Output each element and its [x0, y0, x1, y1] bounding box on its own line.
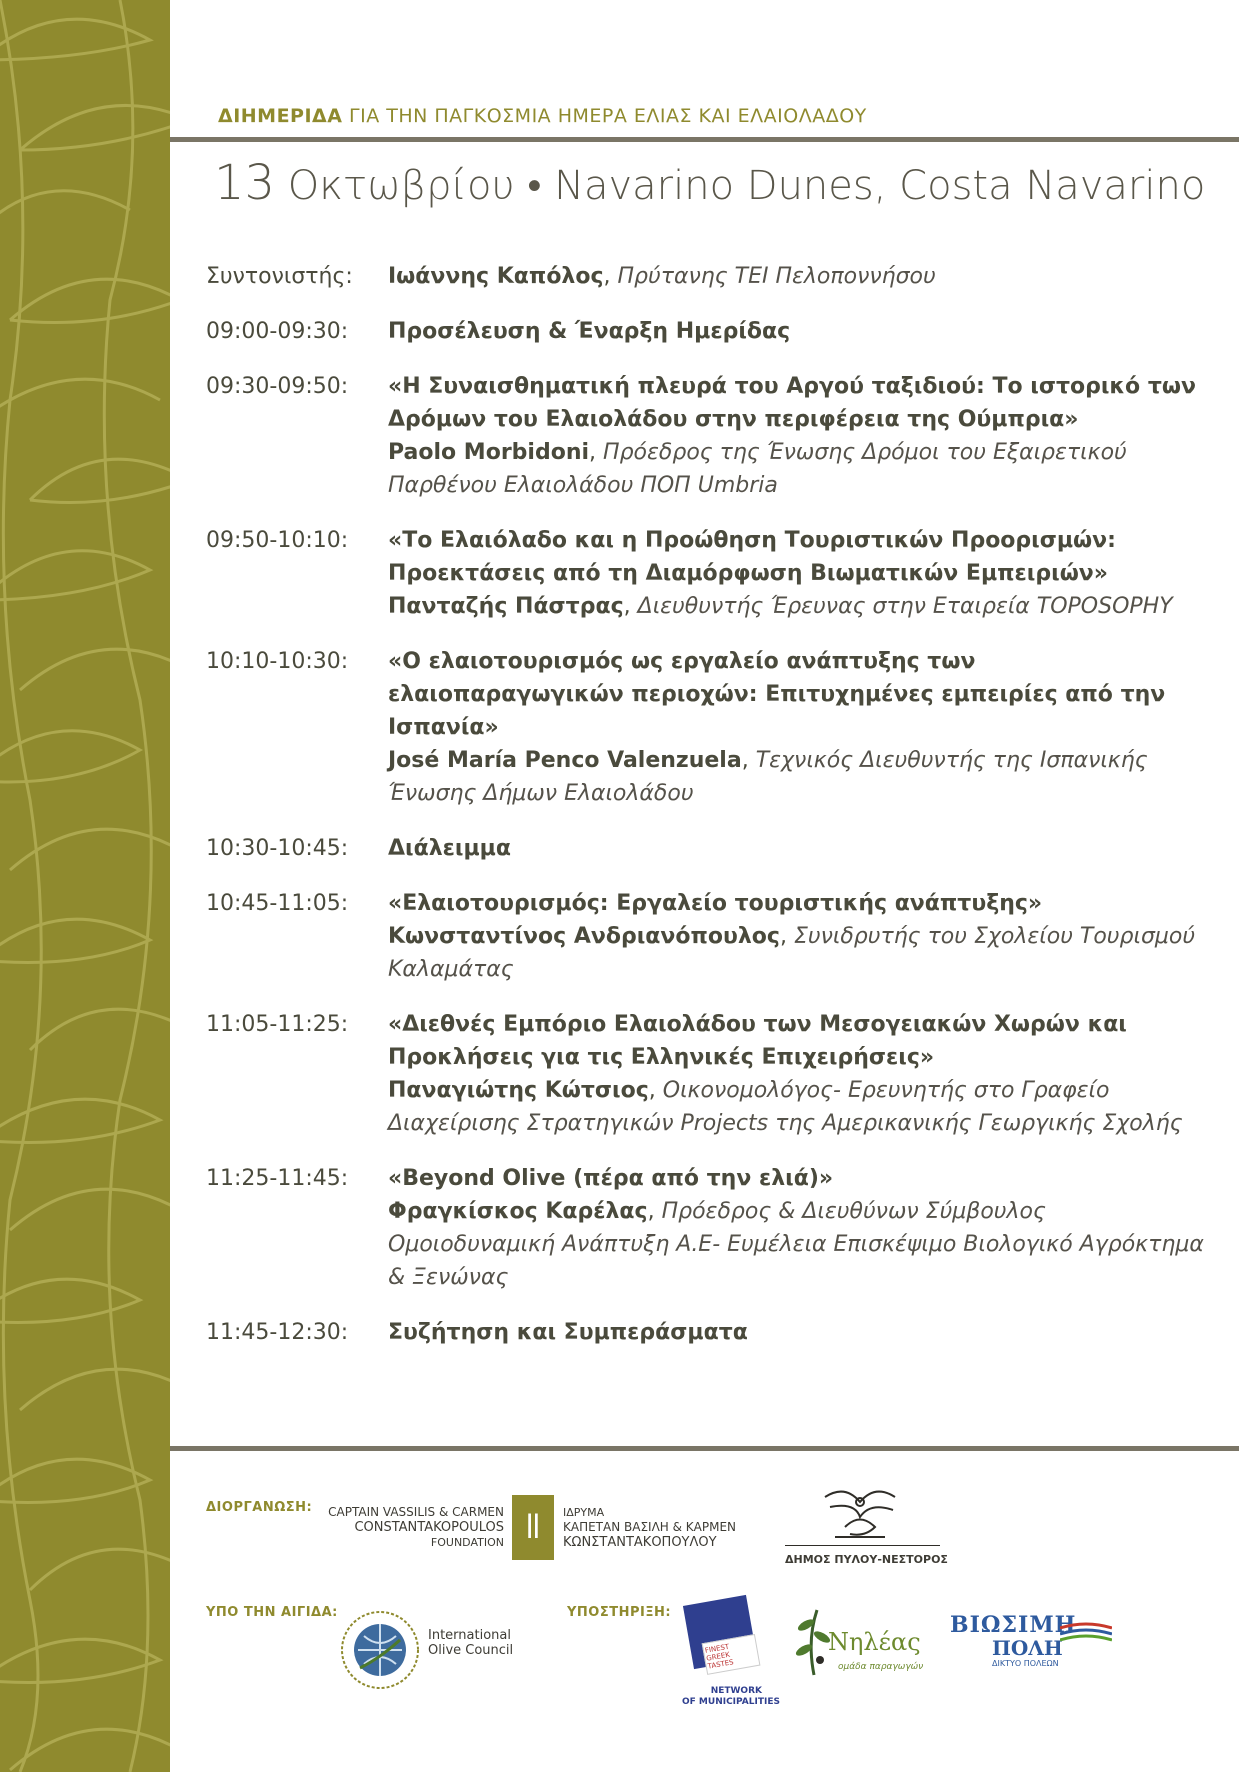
speaker-name: Paolo Morbidoni [388, 440, 590, 465]
separator: , [648, 1078, 663, 1103]
session-title: Συζήτηση και Συμπεράσματα [388, 1320, 748, 1345]
session-time: 10:10-10:30: [206, 649, 349, 674]
ccf-logo-text-gr: ΙΔΡΥΜΑ ΚΑΠΕΤΑΝ ΒΑΣΙΛΗ & ΚΑΡΜΕΝ ΚΩΝΣΤΑΝΤΑΚΟΠΟΥΛΟΥ [563, 1506, 737, 1550]
ioc-globe-icon [340, 1610, 420, 1690]
program-row [206, 887, 1206, 986]
speaker-name: José María Penco Valenzuela [388, 748, 742, 773]
program-row [206, 1008, 1206, 1140]
session-time: 10:45-11:05: [206, 891, 349, 916]
speaker-line [388, 260, 1206, 293]
session-details [388, 315, 1206, 348]
session-details [388, 887, 1206, 986]
speaker-role: Πρύτανης ΤΕΙ Πελοποννήσου [617, 264, 936, 289]
speaker-role: Πρόεδρος & Διευθύνων Σύμβουλος Ομοιοδυναμική Ανάπτυξη Α.Ε- Ευμέλεια Επισκέψιμο Βιολογικό Αγρόκτημα & Ξενώνας [388, 1199, 1204, 1290]
session-title: «Το Ελαιόλαδο και η Προώθηση Τουριστικών Προορισμών: Προεκτάσεις από τη Διαμόρφωση Βιωματικών Εμπειριών» [388, 528, 1116, 586]
speaker-role: Οικονομολόγος- Ερευνητής στο Γραφείο Διαχείρισης Στρατηγικών Projects της Αμερικανικής Γεωργικής Σχολής [388, 1078, 1183, 1136]
separator: , [647, 1199, 662, 1224]
event-description: ΓΙΑ ΤΗΝ ΠΑΓΚΟΣΜΙΑ ΗΜΕΡΑ ΕΛΙΑΣ ΚΑΙ ΕΛΑΙΟΛΑΔΟΥ [349, 105, 867, 127]
program-row [206, 1162, 1206, 1294]
session-time: 09:00-09:30: [206, 319, 349, 344]
session-time: 09:50-10:10: [206, 528, 349, 553]
session-time: 11:05-11:25: [206, 1012, 349, 1037]
fgt-network-text: NETWORK OF MUNICIPALITIES [682, 1686, 780, 1707]
event-day: 13 [214, 155, 276, 211]
separator: , [623, 594, 638, 619]
speaker-name: Πανταζής Πάστρας [388, 594, 624, 619]
ccf-logo-icon: ǁ [512, 1495, 554, 1560]
speaker-name: Κωνσταντίνος Ανδριανόπουλος [388, 924, 780, 949]
session-time: 11:25-11:45: [206, 1166, 349, 1191]
speaker-line [388, 920, 1206, 986]
fgt-logo-icon: FINEST GREEK TASTES [683, 1595, 757, 1669]
session-title: «Ελαιοτουρισμός: Εργαλείο τουριστικής ανάπτυξης» [388, 891, 1043, 916]
ccf-logo-text-en: CAPTAIN VASSILIS & CARMEN CONSTANTAKOPOULOS FOUNDATION [328, 1505, 504, 1549]
decorative-sidebar [0, 0, 170, 1772]
nileas-logo-text: Νηλέας [828, 1628, 921, 1656]
session-details [388, 370, 1206, 502]
session-title: «Διεθνές Εμπόριο Ελαιολάδου των Μεσογειακών Χωρών και Προκλήσεις για τις Ελληνικές Επιχειρήσεις» [388, 1012, 1127, 1070]
program-row [206, 832, 1206, 865]
event-type: ΔΙΗΜΕΡΙΔΑ [218, 105, 343, 127]
nileas-subtitle: ομάδα παραγωγών [838, 1662, 924, 1672]
session-time: 10:30-10:45: [206, 836, 349, 861]
speaker-name: Φραγκίσκος Καρέλας [388, 1199, 648, 1224]
speaker-line [388, 590, 1206, 623]
speaker-name: Παναγιώτης Κώτσιος [388, 1078, 649, 1103]
session-details [388, 1316, 1206, 1349]
program-row [206, 645, 1206, 810]
session-details [388, 524, 1206, 623]
page-title [214, 155, 1205, 211]
event-subtitle [218, 105, 867, 127]
speaker-line [388, 436, 1206, 502]
speaker-role: Τεχνικός Διευθυντής της Ισπανικής Ένωσης Δήμων Ελαιολάδου [388, 748, 1148, 806]
speaker-role: Διευθυντής Έρευνας στην Εταιρεία TOPOSOPHY [637, 594, 1173, 619]
separator: , [741, 748, 756, 773]
session-title: «Η Συναισθηματική πλευρά του Αργού ταξιδιού: Το ιστορικό των Δρόμων του Ελαιολάδου στην περιφέρεια της Ούμπρια» [388, 374, 1196, 432]
municipality-rule [785, 1545, 940, 1546]
separator: , [779, 924, 794, 949]
program-list [206, 260, 1206, 1371]
session-title: Διάλειμμα [388, 836, 511, 861]
program-row [206, 524, 1206, 623]
ioc-name: International Olive Council [428, 1628, 514, 1658]
session-time: 09:30-09:50: [206, 374, 349, 399]
event-date-place: Οκτωβρίου • Navarino Dunes, Costa Navarino [287, 163, 1206, 209]
olive-branch-icon [792, 1605, 832, 1680]
separator: , [589, 440, 604, 465]
organizer-label: ΔΙΟΡΓΑΝΩΣΗ: [206, 1500, 313, 1515]
speaker-line [388, 1074, 1206, 1140]
session-title: «Beyond Olive (πέρα από την ελιά)» [388, 1166, 834, 1191]
separator: , [603, 264, 618, 289]
viosimi-logo: ΒΙΩΣΙΜΗ ΠΟΛΗ ΔΙΚΤΥΟ ΠΟΛΕΩΝ [950, 1612, 1077, 1668]
session-title: «Ο ελαιοτουρισμός ως εργαλείο ανάπτυξης των ελαιοπαραγωγικών περιοχών: Επιτυχημένες εμπειρίες από την Ισπανία» [388, 649, 1166, 740]
speaker-line [388, 744, 1206, 810]
footer-divider [170, 1446, 1239, 1451]
header-divider [170, 137, 1239, 142]
program-row [206, 370, 1206, 502]
speaker-line [388, 1195, 1206, 1294]
viosimi-stripes-icon [1060, 1620, 1112, 1650]
session-details [388, 1008, 1206, 1140]
municipality-name: ΔΗΜΟΣ ΠΥΛΟΥ-ΝΕΣΤΟΡΟΣ [785, 1553, 948, 1566]
support-label: ΥΠΟΣΤΗΡΙΞΗ: [567, 1605, 672, 1620]
session-details [388, 260, 1206, 293]
session-details [388, 645, 1206, 810]
speaker-role: Πρόεδρος της Ένωσης Δρόμοι του Εξαιρετικού Παρθένου Ελαιολάδου ΠΟΠ Umbria [388, 440, 1127, 498]
program-row [206, 1316, 1206, 1349]
speaker-role: Συνιδρυτής του Σχολείου Τουρισμού Καλαμάτας [388, 924, 1196, 982]
speaker-name: Ιωάννης Καπόλος [388, 264, 604, 289]
leaf-pattern [0, 0, 170, 1772]
auspices-label: ΥΠΟ ΤΗΝ ΑΙΓΙΔΑ: [206, 1605, 338, 1620]
municipality-emblem-icon [815, 1482, 905, 1544]
session-details [388, 1162, 1206, 1294]
program-row [206, 315, 1206, 348]
session-title: Προσέλευση & Έναρξη Ημερίδας [388, 319, 791, 344]
session-time: Συντονιστής: [206, 264, 353, 289]
program-row [206, 260, 1206, 293]
session-time: 11:45-12:30: [206, 1320, 349, 1345]
session-details [388, 832, 1206, 865]
